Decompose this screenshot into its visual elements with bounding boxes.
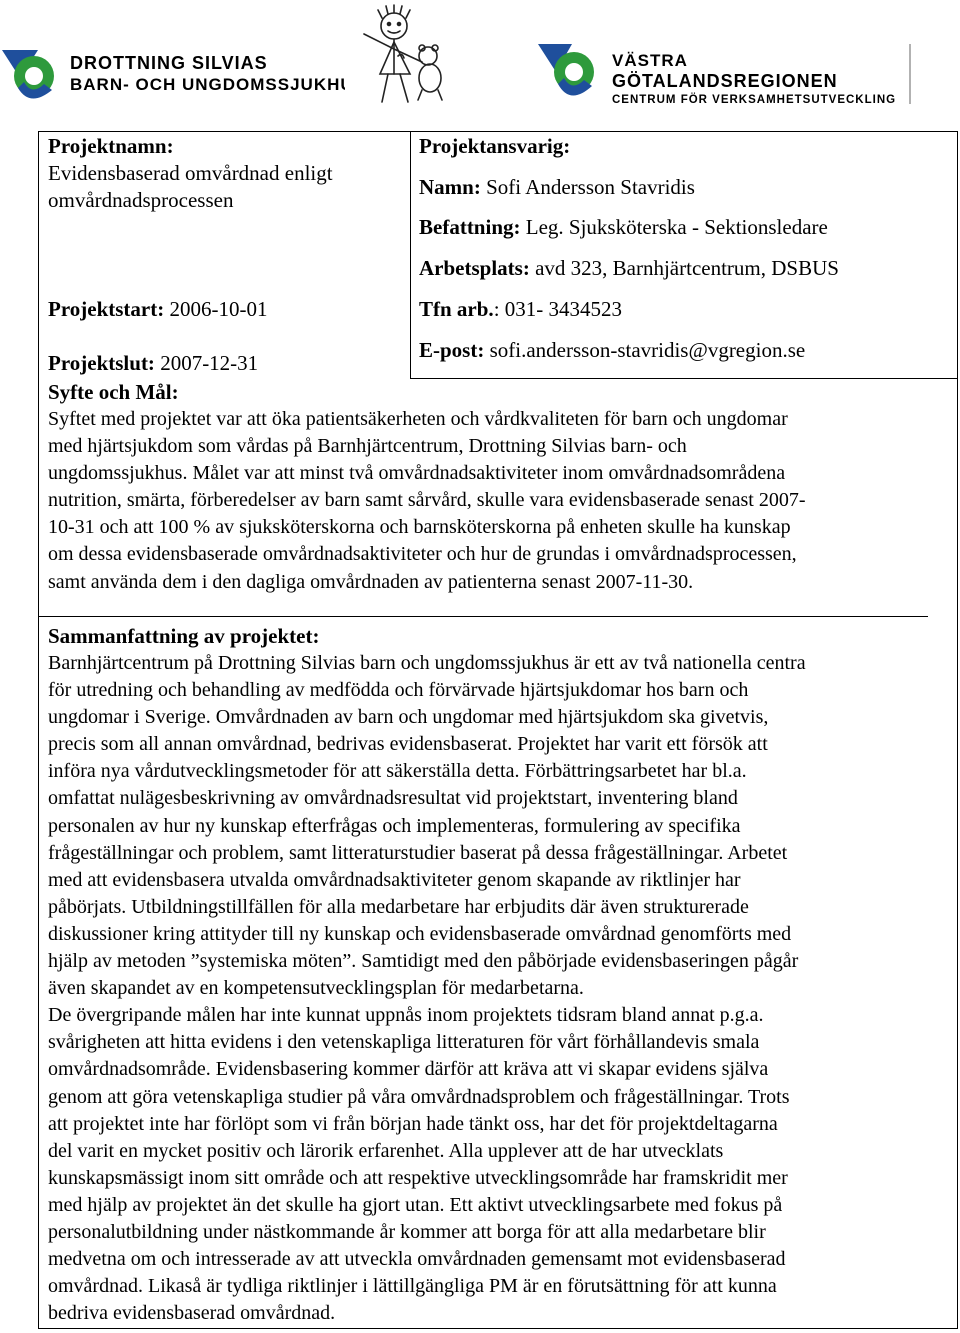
responsible-email bbox=[419, 337, 805, 364]
vgr-logo bbox=[538, 40, 918, 108]
responsible-phone bbox=[419, 296, 622, 323]
child-with-teddy-icon bbox=[342, 4, 457, 109]
project-start-label: Projektstart: bbox=[48, 297, 165, 321]
responsible-workplace-value: avd 323, Barnhjärtcentrum, DSBUS bbox=[535, 256, 839, 280]
summary-heading: Sammanfattning av projektet: bbox=[48, 624, 320, 648]
project-name-label: Projektnamn: bbox=[48, 134, 174, 158]
dsbus-logo-line1: DROTTNING SILVIAS bbox=[70, 53, 268, 73]
purpose-text bbox=[48, 406, 806, 596]
project-end-label: Projektslut: bbox=[48, 351, 155, 375]
summary-line: De övergripande målen har inte kunnat uppnås inom projektets tidsram bland annat p.g.a. bbox=[48, 1004, 764, 1027]
summary-line: att projektet inte har förlöpt som vi från början hade tänkt oss, har det för projektdeltagarna bbox=[48, 1112, 778, 1135]
summary-line: även skapandet av en kompetensutvecklingsplan för medarbetarna. bbox=[48, 977, 584, 1000]
project-name-line2: omvårdnadsprocessen bbox=[48, 188, 234, 212]
vgr-heart-icon bbox=[538, 40, 918, 108]
responsible-workplace bbox=[419, 255, 839, 282]
summary-line: precis som all annan omvårdnad, bedrivas evidensbaserat. Projektet har varit ett försök att bbox=[48, 733, 768, 756]
purpose-heading: Syfte och Mål: bbox=[48, 380, 179, 404]
summary-line: med hjälp av projektet än det skulle ha gjort utan. Ett aktivt utvecklingsarbete med fokus på bbox=[48, 1193, 783, 1216]
purpose-line: Syftet med projektet var att öka patientsäkerheten och vårdkvaliteten för barn och ungdomar bbox=[48, 408, 788, 430]
project-end bbox=[48, 350, 258, 377]
summary-line: omvårdnadsområde. Evidensbasering kommer därför att kräva att vi skapar evidens själva bbox=[48, 1058, 769, 1081]
responsible-title-value: Leg. Sjuksköterska - Sektionsledare bbox=[525, 215, 828, 239]
purpose-line: samt använda dem i den dagliga omvårdnaden av patienterna senast 2007-11-30. bbox=[48, 570, 694, 593]
summary-line: för utredning och behandling av medfödda och förvärvade hjärtsjukdomar hos barn och bbox=[48, 679, 749, 702]
purpose-line: med hjärtsjukdom som vårdas på Barnhjärtcentrum, Drottning Silvias barn- och bbox=[48, 435, 687, 458]
summary-line: påbörjats. Utbildningstillfällen för alla medarbetare har erbjudits där även strukturerade bbox=[48, 895, 749, 918]
summary-line: del varit en mycket positiv och lärorik erfarenhet. Alla upplever att de har utvecklats bbox=[48, 1139, 724, 1162]
responsible-title bbox=[419, 214, 828, 241]
section-divider bbox=[38, 616, 928, 617]
purpose-line: nutrition, smärta, förberedelser av barn samt sårvård, skulle vara evidensbaserade senast 2007- bbox=[48, 489, 806, 512]
project-start-value: 2006-10-01 bbox=[169, 297, 268, 321]
summary-line: bedriva evidensbaserad omvårdnad. bbox=[48, 1302, 336, 1325]
summary-line: kunskapsmässigt inom sitt område och att respektive utvecklingsområde har framskridit mer bbox=[48, 1166, 788, 1189]
purpose-line: om dessa evidensbaserade omvårdnadsaktiviteter och hur de grundas i omvårdnadsprocessen, bbox=[48, 543, 797, 566]
summary-line: omfattat nulägesbeskrivning av omvårdnadsresultat vid projektstart, inventering bland bbox=[48, 787, 738, 810]
purpose-line: ungdomssjukhus. Målet var att minst två omvårdnadsaktiviteter inom omvårdnadsområdena bbox=[48, 462, 786, 485]
project-start bbox=[48, 296, 267, 323]
responsible-name bbox=[419, 174, 695, 201]
responsible-phone-value: : 031- 3434523 bbox=[493, 297, 623, 321]
summary-line: Barnhjärtcentrum på Drottning Silvias barn och ungdomssjukhus är ett av två nationella centra bbox=[48, 652, 806, 674]
summary-line: diskussioner kring attityder till ny kunskap och evidensbaserade omvårdnad genomförts med bbox=[48, 922, 792, 945]
vgr-logo-line3: CENTRUM FÖR VERKSAMHETSUTVECKLING bbox=[612, 94, 897, 106]
summary-line: svårigheten att hitta evidens i den vetenskapliga litteraturen för vårt förhållandevis smala bbox=[48, 1031, 760, 1054]
summary-line: personalutbildning under nästkommande år kommer att borga för att alla medarbetare blir bbox=[48, 1220, 766, 1243]
summary-line: omvårdnad. Likaså är tydliga riktlinjer i lättillgängliga PM är en förutsättning för att kunna bbox=[48, 1275, 777, 1298]
project-end-value: 2007-12-31 bbox=[160, 351, 259, 375]
summary-text bbox=[48, 650, 806, 1327]
summary-line: införa nya vårdutvecklingsmetoder för att säkerställa detta. Förbättringsarbetet har bl.a. bbox=[48, 760, 747, 783]
dsbus-logo bbox=[0, 40, 345, 108]
responsible-email-label: E-post: bbox=[419, 338, 485, 362]
info-divider bbox=[410, 378, 958, 379]
purpose-line: 10-31 och att 100 % av sjuksköterskorna och barnsköterskorna på enheten skulle ha kunskap bbox=[48, 516, 791, 539]
dsbus-logo-line2: BARN- OCH UNGDOMSSJUKHUS bbox=[70, 75, 345, 94]
summary-line: medvetna om och intresserade av att utveckla omvårdnaden gemensamt mot evidensbaserad bbox=[48, 1248, 786, 1271]
summary-line: frågeställningar och problem, samt litteraturstudier baserat på dessa frågeställningar. Arbetet bbox=[48, 841, 788, 864]
vgr-logo-line1: VÄSTRA bbox=[612, 51, 688, 70]
column-divider bbox=[410, 131, 411, 379]
responsible-name-value: Sofi Andersson Stavridis bbox=[486, 175, 695, 199]
summary-line: med att evidensbasera utvalda omvårdnadsaktiviteter genom skapande av riktlinjer har bbox=[48, 868, 741, 891]
responsible-title-label: Befattning: bbox=[419, 215, 521, 239]
responsible-name-label: Namn: bbox=[419, 175, 481, 199]
summary-line: genom att göra vetenskapliga studier på våra omvårdnadsproblem och frågeställningar. Trots bbox=[48, 1085, 790, 1108]
responsible-heading: Projektansvarig: bbox=[419, 134, 571, 158]
summary-line: hjälp av metoden ”systemiska möten”. Samtidigt med den påbörjade evidensbaseringen pågår bbox=[48, 950, 799, 973]
child-drawing bbox=[342, 4, 457, 109]
heart-swirl-icon bbox=[0, 40, 345, 108]
project-name-line1: Evidensbaserad omvårdnad enligt bbox=[48, 161, 333, 185]
vgr-logo-line2: GÖTALANDSREGIONEN bbox=[612, 71, 838, 91]
responsible-workplace-label: Arbetsplats: bbox=[419, 256, 530, 280]
summary-line: personalen av hur ny kunskap efterfrågas och implementeras, formulering av specifika bbox=[48, 814, 741, 837]
responsible-email-value: sofi.andersson-stavridis@vgregion.se bbox=[489, 338, 806, 362]
responsible-phone-label: Tfn arb. bbox=[419, 297, 494, 321]
summary-line: ungdomar i Sverige. Omvårdnaden av barn och ungdomar med hjärtsjukdom ska givetvis, bbox=[48, 706, 769, 729]
